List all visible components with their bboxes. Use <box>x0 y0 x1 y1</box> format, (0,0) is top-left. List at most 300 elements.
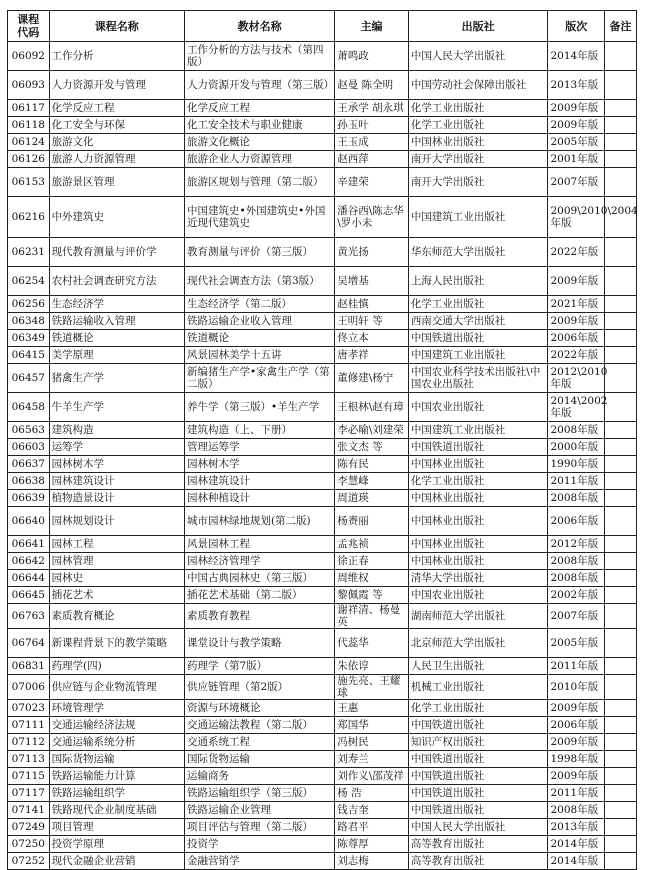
remarks-cell <box>604 42 636 71</box>
remarks-cell <box>604 768 636 785</box>
publisher-cell: 中国建筑工业出版社 <box>408 197 548 238</box>
edition-cell: 2006年版 <box>548 330 605 347</box>
course-name-cell: 美学原理 <box>49 347 184 364</box>
textbook-name-cell: 交通系统工程 <box>184 734 334 751</box>
course-name-cell: 猪禽生产学 <box>49 364 184 393</box>
edition-cell: 2008年版 <box>548 553 605 570</box>
course-code-cell: 06641 <box>8 536 50 553</box>
course-code-cell: 07023 <box>8 700 50 717</box>
textbook-name-cell: 中国古典园林史（第三版） <box>184 570 334 587</box>
remarks-cell <box>604 134 636 151</box>
course-name-cell: 牛羊生产学 <box>49 393 184 422</box>
table-row <box>8 42 637 71</box>
course-name-cell: 铁路现代企业制度基础 <box>49 802 184 819</box>
publisher-cell: 中国人民大学出版社 <box>408 42 548 71</box>
textbook-name-cell: 人力资源开发与管理（第三版） <box>184 71 334 100</box>
editor-cell: 冯树民 <box>335 734 409 751</box>
table-row <box>8 553 637 570</box>
table-row <box>8 267 637 296</box>
remarks-cell <box>604 490 636 507</box>
table-row <box>8 422 637 439</box>
textbook-name-cell: 新编猪生产学•家禽生产学（第二版） <box>184 364 334 393</box>
remarks-cell <box>604 473 636 490</box>
editor-cell: 赵西萍 <box>335 151 409 168</box>
course-code-cell: 06118 <box>8 117 50 134</box>
remarks-cell <box>604 439 636 456</box>
table-row <box>8 238 637 267</box>
course-code-cell: 07250 <box>8 836 50 853</box>
textbook-name-cell: 园林经济管理学 <box>184 553 334 570</box>
table-body <box>8 42 637 870</box>
remarks-cell <box>604 751 636 768</box>
textbook-name-cell: 素质教育教程 <box>184 604 334 629</box>
course-code-cell: 07249 <box>8 819 50 836</box>
table-row <box>8 570 637 587</box>
course-code-cell: 06117 <box>8 100 50 117</box>
publisher-cell: 化学工业出版社 <box>408 117 548 134</box>
course-name-cell: 生态经济学 <box>49 296 184 313</box>
publisher-cell: 南开大学出版社 <box>408 151 548 168</box>
course-name-cell: 园林树木学 <box>49 456 184 473</box>
course-name-cell: 现代金融企业营销 <box>49 853 184 870</box>
table-row <box>8 785 637 802</box>
textbook-name-cell: 铁路运输企业收入管理 <box>184 313 334 330</box>
table-row <box>8 100 637 117</box>
edition-cell: 2009年版 <box>548 700 605 717</box>
course-name-cell: 园林工程 <box>49 536 184 553</box>
remarks-cell <box>604 604 636 629</box>
edition-cell: 2001年版 <box>548 151 605 168</box>
textbook-name-cell: 国际货物运输 <box>184 751 334 768</box>
textbook-name-cell: 铁路运输组织学（第三版） <box>184 785 334 802</box>
textbook-name-cell: 插花艺术基础（第二版） <box>184 587 334 604</box>
course-name-cell: 铁路运输组织学 <box>49 785 184 802</box>
publisher-cell: 化学工业出版社 <box>408 100 548 117</box>
publisher-cell: 化学工业出版社 <box>408 296 548 313</box>
edition-cell: 2014年版 <box>548 42 605 71</box>
edition-cell: 1998年版 <box>548 751 605 768</box>
editor-cell: 孟兆祯 <box>335 536 409 553</box>
course-code-cell: 06126 <box>8 151 50 168</box>
publisher-cell: 中国农业出版社 <box>408 587 548 604</box>
editor-cell: 徐正春 <box>335 553 409 570</box>
remarks-cell <box>604 553 636 570</box>
course-name-cell: 运筹学 <box>49 439 184 456</box>
course-code-cell: 07117 <box>8 785 50 802</box>
remarks-cell <box>604 658 636 675</box>
remarks-cell <box>604 151 636 168</box>
editor-cell: 朱依谆 <box>335 658 409 675</box>
table-row <box>8 490 637 507</box>
course-code-cell: 06231 <box>8 238 50 267</box>
editor-cell: 施先亮、王耀球 <box>335 675 409 700</box>
edition-cell: 2005年版 <box>548 134 605 151</box>
publisher-cell: 清华大学出版社 <box>408 570 548 587</box>
edition-cell: 2012\2010年版 <box>548 364 605 393</box>
table-row <box>8 658 637 675</box>
table-row <box>8 296 637 313</box>
publisher-cell: 上海人民出版社 <box>408 267 548 296</box>
textbook-name-cell: 运输商务 <box>184 768 334 785</box>
table-row <box>8 675 637 700</box>
publisher-cell: 中国铁道出版社 <box>408 768 548 785</box>
editor-cell: 萧鸣政 <box>335 42 409 71</box>
editor-cell: 刘作义\邵茂祥 <box>335 768 409 785</box>
publisher-cell: 人民卫生出版社 <box>408 658 548 675</box>
course-code-cell: 06124 <box>8 134 50 151</box>
course-code-cell: 06637 <box>8 456 50 473</box>
course-name-cell: 铁路运输收入管理 <box>49 313 184 330</box>
remarks-cell <box>604 71 636 100</box>
table-row <box>8 604 637 629</box>
header-remarks: 备注 <box>604 11 636 42</box>
table-row <box>8 313 637 330</box>
edition-cell: 2009年版 <box>548 313 605 330</box>
course-name-cell: 投资学原理 <box>49 836 184 853</box>
editor-cell: 赵曼 陈全明 <box>335 71 409 100</box>
course-code-cell: 06603 <box>8 439 50 456</box>
course-code-cell: 07115 <box>8 768 50 785</box>
publisher-cell: 中国劳动社会保障出版社 <box>408 71 548 100</box>
publisher-cell: 高等教育出版社 <box>408 853 548 870</box>
textbook-name-cell: 管理运筹学 <box>184 439 334 456</box>
textbook-name-cell: 药理学（第7版） <box>184 658 334 675</box>
remarks-cell <box>604 313 636 330</box>
editor-cell: 李慧峰 <box>335 473 409 490</box>
edition-cell: 2022年版 <box>548 238 605 267</box>
editor-cell: 钱吉奎 <box>335 802 409 819</box>
publisher-cell: 中国铁道出版社 <box>408 439 548 456</box>
edition-cell: 2007年版 <box>548 168 605 197</box>
publisher-cell: 机械工业出版社 <box>408 675 548 700</box>
editor-cell: 唐孝祥 <box>335 347 409 364</box>
table-row <box>8 439 637 456</box>
edition-cell: 2014年版 <box>548 853 605 870</box>
textbook-name-cell: 现代社会调查方法（第3版） <box>184 267 334 296</box>
publisher-cell: 中国农业科学技术出版社\中国农业出版社 <box>408 364 548 393</box>
course-name-cell: 新课程背景下的教学策略 <box>49 629 184 658</box>
course-name-cell: 旅游人力资源管理 <box>49 151 184 168</box>
edition-cell: 2009年版 <box>548 734 605 751</box>
table-row <box>8 853 637 870</box>
publisher-cell: 中国林业出版社 <box>408 134 548 151</box>
edition-cell: 2010年版 <box>548 675 605 700</box>
course-name-cell: 化工安全与环保 <box>49 117 184 134</box>
course-code-cell: 06642 <box>8 553 50 570</box>
textbook-name-cell: 教育测量与评价（第三版） <box>184 238 334 267</box>
editor-cell: 赵桂慎 <box>335 296 409 313</box>
publisher-cell: 知识产权出版社 <box>408 734 548 751</box>
remarks-cell <box>604 700 636 717</box>
textbook-name-cell: 工作分析的方法与技术（第四版） <box>184 42 334 71</box>
remarks-cell <box>604 267 636 296</box>
table-row <box>8 717 637 734</box>
edition-cell: 2006年版 <box>548 507 605 536</box>
edition-cell: 2009年版 <box>548 768 605 785</box>
remarks-cell <box>604 587 636 604</box>
edition-cell: 2021年版 <box>548 296 605 313</box>
edition-cell: 2013年版 <box>548 71 605 100</box>
header-edition: 版次 <box>548 11 605 42</box>
editor-cell: 周道瑛 <box>335 490 409 507</box>
textbook-name-cell: 金融营销学 <box>184 853 334 870</box>
remarks-cell <box>604 364 636 393</box>
remarks-cell <box>604 393 636 422</box>
remarks-cell <box>604 347 636 364</box>
textbook-name-cell: 园林种植设计 <box>184 490 334 507</box>
publisher-cell: 化学工业出版社 <box>408 473 548 490</box>
publisher-cell: 中国林业出版社 <box>408 536 548 553</box>
table-row <box>8 802 637 819</box>
course-code-cell: 06092 <box>8 42 50 71</box>
edition-cell: 2014年版 <box>548 836 605 853</box>
table-row <box>8 819 637 836</box>
table-row <box>8 330 637 347</box>
course-name-cell: 植物造景设计 <box>49 490 184 507</box>
textbook-name-cell: 生态经济学（第二版） <box>184 296 334 313</box>
edition-cell: 2008年版 <box>548 490 605 507</box>
table-row <box>8 71 637 100</box>
edition-cell: 2000年版 <box>548 439 605 456</box>
course-code-cell: 06254 <box>8 267 50 296</box>
table-row <box>8 507 637 536</box>
course-name-cell: 农村社会调查研究方法 <box>49 267 184 296</box>
edition-cell: 2011年版 <box>548 473 605 490</box>
textbook-name-cell: 铁路运输企业管理 <box>184 802 334 819</box>
editor-cell: 路君平 <box>335 819 409 836</box>
editor-cell: 潘谷西\陈志华\罗小未 <box>335 197 409 238</box>
course-name-cell: 园林规划设计 <box>49 507 184 536</box>
course-name-cell: 环境管理学 <box>49 700 184 717</box>
edition-cell: 2013年版 <box>548 819 605 836</box>
textbook-name-cell: 化学反应工程 <box>184 100 334 117</box>
publisher-cell: 华东师范大学出版社 <box>408 238 548 267</box>
edition-cell: 2009年版 <box>548 117 605 134</box>
edition-cell: 2009\2010\2004年版 <box>548 197 605 238</box>
publisher-cell: 中国林业出版社 <box>408 490 548 507</box>
remarks-cell <box>604 570 636 587</box>
course-code-cell: 06763 <box>8 604 50 629</box>
editor-cell: 王惠 <box>335 700 409 717</box>
edition-cell: 2011年版 <box>548 785 605 802</box>
publisher-cell: 中国铁道出版社 <box>408 802 548 819</box>
header-row <box>8 11 637 42</box>
publisher-cell: 中国建筑工业出版社 <box>408 347 548 364</box>
textbook-name-cell: 风景园林美学十五讲 <box>184 347 334 364</box>
remarks-cell <box>604 734 636 751</box>
editor-cell: 陈尊厚 <box>335 836 409 853</box>
course-code-cell: 06349 <box>8 330 50 347</box>
publisher-cell: 中国铁道出版社 <box>408 330 548 347</box>
editor-cell: 董修建\杨宁 <box>335 364 409 393</box>
table-row <box>8 117 637 134</box>
remarks-cell <box>604 536 636 553</box>
course-code-cell: 06153 <box>8 168 50 197</box>
course-name-cell: 旅游文化 <box>49 134 184 151</box>
course-code-cell: 06563 <box>8 422 50 439</box>
textbook-name-cell: 旅游区规划与管理（第二版） <box>184 168 334 197</box>
table-row <box>8 629 637 658</box>
edition-cell: 1990年版 <box>548 456 605 473</box>
edition-cell: 2005年版 <box>548 629 605 658</box>
editor-cell: 陈有民 <box>335 456 409 473</box>
remarks-cell <box>604 819 636 836</box>
table-row <box>8 700 637 717</box>
editor-cell: 王明轩 等 <box>335 313 409 330</box>
remarks-cell <box>604 456 636 473</box>
table-row <box>8 587 637 604</box>
course-name-cell: 园林史 <box>49 570 184 587</box>
table-row <box>8 751 637 768</box>
editor-cell: 谢祥清、杨曼英 <box>335 604 409 629</box>
editor-cell: 辛建荣 <box>335 168 409 197</box>
textbook-name-cell: 资源与环境概论 <box>184 700 334 717</box>
table-row <box>8 151 637 168</box>
course-code-cell: 06831 <box>8 658 50 675</box>
textbook-name-cell: 园林树木学 <box>184 456 334 473</box>
remarks-cell <box>604 197 636 238</box>
table-row <box>8 197 637 238</box>
course-name-cell: 人力资源开发与管理 <box>49 71 184 100</box>
editor-cell: 刘志梅 <box>335 853 409 870</box>
course-name-cell: 项目管理 <box>49 819 184 836</box>
textbook-name-cell: 交通运输法教程（第二版） <box>184 717 334 734</box>
textbook-name-cell: 风景园林工程 <box>184 536 334 553</box>
remarks-cell <box>604 717 636 734</box>
editor-cell: 张文杰 等 <box>335 439 409 456</box>
textbook-name-cell: 旅游文化概论 <box>184 134 334 151</box>
remarks-cell <box>604 853 636 870</box>
textbook-name-cell: 铁道概论 <box>184 330 334 347</box>
edition-cell: 2022年版 <box>548 347 605 364</box>
remarks-cell <box>604 802 636 819</box>
course-name-cell: 现代教育测量与评价学 <box>49 238 184 267</box>
course-code-cell: 07111 <box>8 717 50 734</box>
editor-cell: 黎佩霞 等 <box>335 587 409 604</box>
remarks-cell <box>604 168 636 197</box>
publisher-cell: 中国林业出版社 <box>408 553 548 570</box>
editor-cell: 王承学 胡永琪 <box>335 100 409 117</box>
course-name-cell: 铁道概论 <box>49 330 184 347</box>
table-row <box>8 168 637 197</box>
textbook-name-cell: 园林建筑设计 <box>184 473 334 490</box>
textbook-name-cell: 化工安全技术与职业健康 <box>184 117 334 134</box>
course-code-cell: 06256 <box>8 296 50 313</box>
remarks-cell <box>604 785 636 802</box>
remarks-cell <box>604 117 636 134</box>
course-code-cell: 07113 <box>8 751 50 768</box>
editor-cell: 孙玉叶 <box>335 117 409 134</box>
remarks-cell <box>604 629 636 658</box>
table-row <box>8 836 637 853</box>
header-course-code: 课程 代码 <box>8 11 50 42</box>
remarks-cell <box>604 100 636 117</box>
course-name-cell: 国际货物运输 <box>49 751 184 768</box>
remarks-cell <box>604 422 636 439</box>
header-course-name: 课程名称 <box>49 11 184 42</box>
textbook-name-cell: 旅游企业人力资源管理 <box>184 151 334 168</box>
editor-cell: 王玉成 <box>335 134 409 151</box>
publisher-cell: 西南交通大学出版社 <box>408 313 548 330</box>
remarks-cell <box>604 296 636 313</box>
course-name-cell: 铁路运输能力计算 <box>49 768 184 785</box>
edition-cell: 2002年版 <box>548 587 605 604</box>
course-name-cell: 建筑构造 <box>49 422 184 439</box>
edition-cell: 2007年版 <box>548 604 605 629</box>
textbook-name-cell: 中国建筑史•外国建筑史•外国近现代建筑史 <box>184 197 334 238</box>
edition-cell: 2006年版 <box>548 717 605 734</box>
textbook-name-cell: 城市园林绿地规划(第二版) <box>184 507 334 536</box>
edition-cell: 2009年版 <box>548 267 605 296</box>
editor-cell: 佟立本 <box>335 330 409 347</box>
publisher-cell: 湖南师范大学出版社 <box>408 604 548 629</box>
course-name-cell: 园林建筑设计 <box>49 473 184 490</box>
edition-cell: 2012年版 <box>548 536 605 553</box>
remarks-cell <box>604 330 636 347</box>
course-name-cell: 插花艺术 <box>49 587 184 604</box>
publisher-cell: 中国农业出版社 <box>408 393 548 422</box>
publisher-cell: 中国林业出版社 <box>408 507 548 536</box>
publisher-cell: 南开大学出版社 <box>408 168 548 197</box>
textbook-name-cell: 项目评估与管理（第二版） <box>184 819 334 836</box>
editor-cell: 杨赉丽 <box>335 507 409 536</box>
course-name-cell: 供应链与企业物流管理 <box>49 675 184 700</box>
textbook-name-cell: 建筑构造（上、下册） <box>184 422 334 439</box>
textbook-name-cell: 供应链管理（第2版） <box>184 675 334 700</box>
table-row <box>8 347 637 364</box>
edition-cell: 2008年版 <box>548 570 605 587</box>
textbook-name-cell: 投资学 <box>184 836 334 853</box>
editor-cell: 郑国华 <box>335 717 409 734</box>
header-publisher: 出版社 <box>408 11 548 42</box>
table-row <box>8 536 637 553</box>
editor-cell: 周维权 <box>335 570 409 587</box>
course-name-cell: 交通运输系统分析 <box>49 734 184 751</box>
course-code-cell: 07006 <box>8 675 50 700</box>
publisher-cell: 中国林业出版社 <box>408 456 548 473</box>
table-row <box>8 364 637 393</box>
table-row <box>8 134 637 151</box>
course-name-cell: 工作分析 <box>49 42 184 71</box>
course-code-cell: 06348 <box>8 313 50 330</box>
table-row <box>8 393 637 422</box>
editor-cell: 吴增基 <box>335 267 409 296</box>
course-code-cell: 06638 <box>8 473 50 490</box>
textbook-name-cell: 养牛学（第三版）•羊生产学 <box>184 393 334 422</box>
textbook-table <box>7 10 637 870</box>
editor-cell: 李必喻\刘建荣 <box>335 422 409 439</box>
publisher-cell: 高等教育出版社 <box>408 836 548 853</box>
course-code-cell: 06415 <box>8 347 50 364</box>
course-name-cell: 园林管理 <box>49 553 184 570</box>
course-code-cell: 06093 <box>8 71 50 100</box>
course-code-cell: 07252 <box>8 853 50 870</box>
editor-cell: 杨 浩 <box>335 785 409 802</box>
publisher-cell: 中国建筑工业出版社 <box>408 422 548 439</box>
course-code-cell: 06216 <box>8 197 50 238</box>
remarks-cell <box>604 507 636 536</box>
course-name-cell: 药理学(四) <box>49 658 184 675</box>
publisher-cell: 中国铁道出版社 <box>408 717 548 734</box>
editor-cell: 刘寿兰 <box>335 751 409 768</box>
edition-cell: 2008年版 <box>548 802 605 819</box>
publisher-cell: 化学工业出版社 <box>408 700 548 717</box>
table-row <box>8 473 637 490</box>
course-name-cell: 化学反应工程 <box>49 100 184 117</box>
editor-cell: 代蕊华 <box>335 629 409 658</box>
header-editor: 主编 <box>335 11 409 42</box>
course-name-cell: 素质教育概论 <box>49 604 184 629</box>
